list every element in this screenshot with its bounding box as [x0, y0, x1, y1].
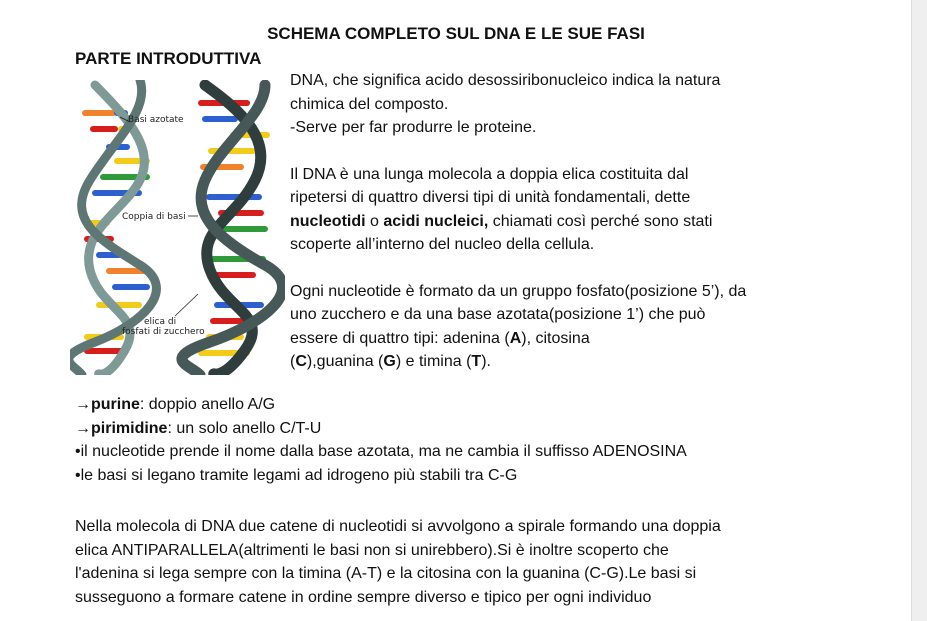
intro-text: [290, 69, 890, 374]
intro-line: nucleotidi o acidi nucleici, chiamati così perché sono stati: [290, 212, 713, 230]
page-edge: [911, 0, 927, 621]
label-helix-line1: elica di: [144, 317, 177, 327]
final-paragraph: Nella molecola di DNA due catene di nucleotidi si avvolgono a spirale formando una doppia elica ANTIPARALLELA(altrimenti le basi non si unirebbero).Si è inoltre scoperto che l'adenina si lega sempre con la timina (A-T) e la citosina con la guanina (C-G).Le basi si susseguono a formare catene in ordine sempre diverso e tipico per ogni individuo: [75, 518, 721, 606]
label-leader-helix: [175, 294, 198, 316]
label-pair: Coppia di basi: [122, 212, 186, 222]
bullet-item: •il nucleotide prende il nome dalla base azotata, ma ne cambia il suffisso ADENOSINA: [75, 443, 687, 460]
bullet-item: •le basi si legano tramite legami ad idrogeno più stabili tra C-G: [75, 466, 518, 484]
document-title: SCHEMA COMPLETO SUL DNA E LE SUE FASI: [267, 24, 645, 43]
dna-double-helix-figure: [70, 80, 285, 375]
intro-line: scoperte all’interno del nucleo della cellula.: [290, 236, 595, 253]
intro-line: Ogni nucleotide è formato da un gruppo fosfato(posizione 5’), da: [290, 282, 747, 300]
intro-line: -Serve per far produrre le proteine.: [290, 119, 537, 136]
purine-line: →purine: doppio anello A/G: [75, 396, 276, 413]
bullet-list: [75, 393, 895, 487]
intro-line: (C),guanina (G) e timina (T).: [290, 353, 491, 370]
term-nucleotidi: nucleotidi: [290, 212, 366, 230]
section-title: PARTE INTRODUTTIVA: [75, 49, 262, 68]
label-helix-line2: fosfati di zucchero: [122, 327, 205, 337]
intro-line: DNA, che significa acido desossiribonucleico indica la natura: [290, 72, 721, 89]
label-bases: Basi azotate: [128, 115, 184, 125]
intro-line: ripetersi di quattro diversi tipi di unità fondamentali, dette: [290, 189, 691, 206]
pirimidine-line: →pirimidine: un solo anello C/T-U: [75, 419, 322, 437]
intro-line: uno zucchero e da una base azotata(posizione 1’) che può: [290, 306, 706, 323]
intro-line: Il DNA è una lunga molecola a doppia elica costituita dal: [290, 165, 689, 183]
intro-line: chimica del composto.: [290, 95, 449, 113]
term-acidi-nucleici: acidi nucleici,: [383, 212, 489, 230]
intro-line: essere di quattro tipi: adenina (A), citosina: [290, 329, 590, 347]
